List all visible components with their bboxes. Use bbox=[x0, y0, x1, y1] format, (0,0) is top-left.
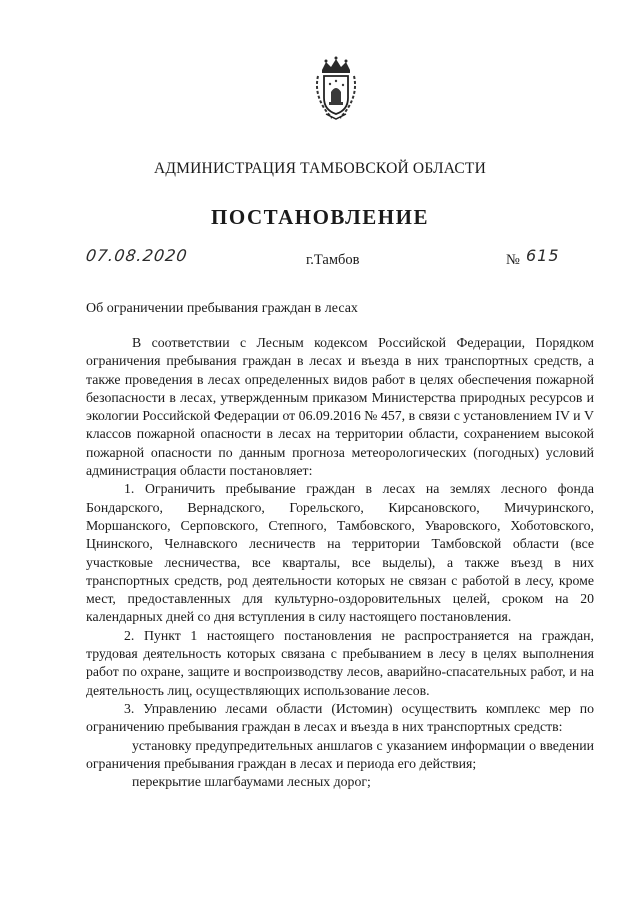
document-city: г.Тамбов bbox=[306, 252, 360, 268]
paragraph-intro: В соответствии с Лесным кодексом Российской Федерации, Порядком ограничения пребывания граждан в лесах и въезда в них транспортных средств, а также проведения в лесах определенных видов работ в целях обеспечения пожарной безопасности в лесах, утвержденным приказом Министерства природных ресурсов и экологии Российской Федерации от 06.09.2016 № 457, в связи с установлением IV и V классов пожарной опасности в лесах на территории области, сохранением высокой пожарной опасности по данным прогноза метеорологических (погодных) условий администрация области постановляет: bbox=[86, 335, 594, 479]
document-body bbox=[86, 334, 594, 791]
document-number: 615 bbox=[526, 246, 560, 265]
coat-of-arms-icon bbox=[312, 56, 360, 122]
document-type-title: ПОСТАНОВЛЕНИЕ bbox=[211, 205, 429, 229]
paragraph-item-3-a: установку предупредительных аншлагов с указанием информации о введении ограничения пребывания граждан в лесах и периода его действия; bbox=[86, 737, 594, 771]
document-date: 07.08.2020 bbox=[84, 246, 189, 265]
organization-name: АДМИНИСТРАЦИЯ ТАМБОВСКОЙ ОБЛАСТИ bbox=[154, 160, 486, 177]
document-number-label: № bbox=[506, 252, 520, 268]
paragraph-item-3: 3. Управлению лесами области (Истомин) осуществить комплекс мер по ограничению пребывания граждан в лесах и въезда в них транспортных средств: bbox=[86, 700, 594, 735]
paragraph-item-2: 2. Пункт 1 настоящего постановления не распространяется на граждан, трудовая деятельность которых связана с пребыванием в лесу в целях выполнения работ по охране, защите и воспроизводству лесов, аварийно-спасательных работ, и на деятельность лиц, осуществляющих использование лесов. bbox=[86, 627, 594, 698]
document-subject: Об ограничении пребывания граждан в лесах bbox=[86, 301, 358, 316]
paragraph-item-1: 1. Ограничить пребывание граждан в лесах на землях лесного фонда Бондарского, Вернадского, Горельского, Кирсановского, Мичуринского, Моршанского, Серповского, Степного, Тамбовского, Уваровского, Хоботовского, Цнинского, Челнавского лесничеств на территории Тамбовской области (все участковые лесничества, все кварталы, все выделы), а также въезд в них транспортных средств, род деятельности которых не связан с работой в лесу, кроме мест, предоставленных для культурно-оздоровительных целей, сроком на 20 календарных дней со дня вступления в силу настоящего постановления. bbox=[86, 481, 594, 625]
paragraph-item-3-b: перекрытие шлагбаумами лесных дорог; bbox=[132, 774, 371, 790]
